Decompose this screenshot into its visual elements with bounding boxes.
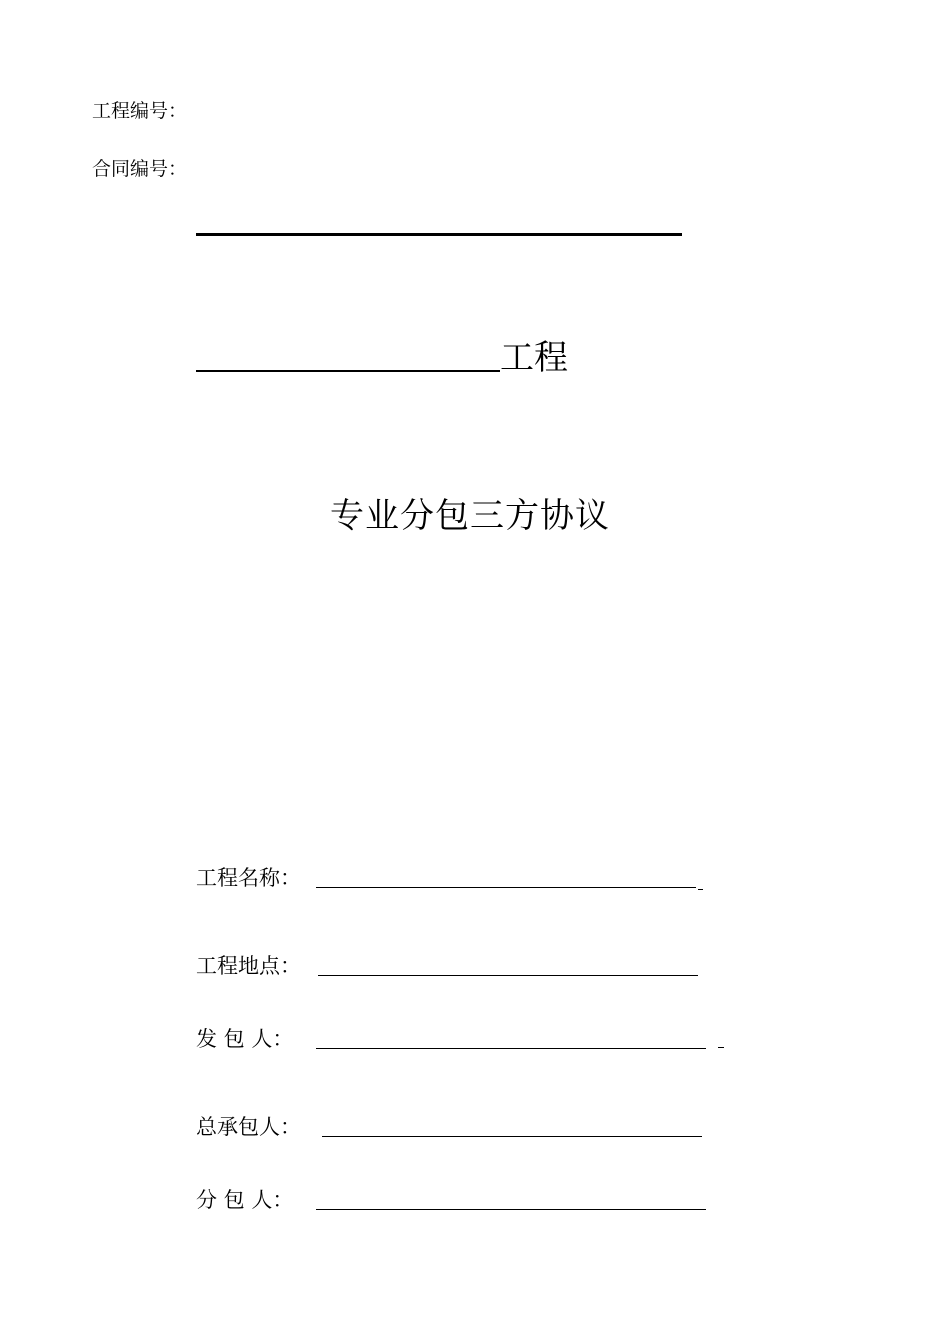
field-label-project-name: 工程名称： [196, 866, 301, 890]
field-line-employer [316, 1048, 706, 1049]
contract-number-label: 合同编号： [92, 158, 188, 180]
project-number-label: 工程编号： [92, 100, 188, 122]
field-line-subcontractor [316, 1209, 706, 1210]
field-line-project-location [318, 975, 698, 976]
project-suffix: 工程 [500, 338, 568, 378]
field-label-subcontractor: 分 包 人： [196, 1188, 294, 1212]
field-label-project-location: 工程地点： [196, 954, 301, 978]
top-rule [196, 233, 682, 236]
project-name-blank [196, 370, 500, 372]
field-line-project-name [316, 887, 696, 888]
field-label-general-contractor: 总承包人： [196, 1115, 301, 1139]
field-dash-employer [718, 1047, 724, 1048]
field-dash-project-name [698, 889, 703, 890]
field-line-general-contractor [322, 1136, 702, 1137]
field-label-employer: 发 包 人： [196, 1027, 294, 1051]
document-title: 专业分包三方协议 [330, 496, 610, 536]
